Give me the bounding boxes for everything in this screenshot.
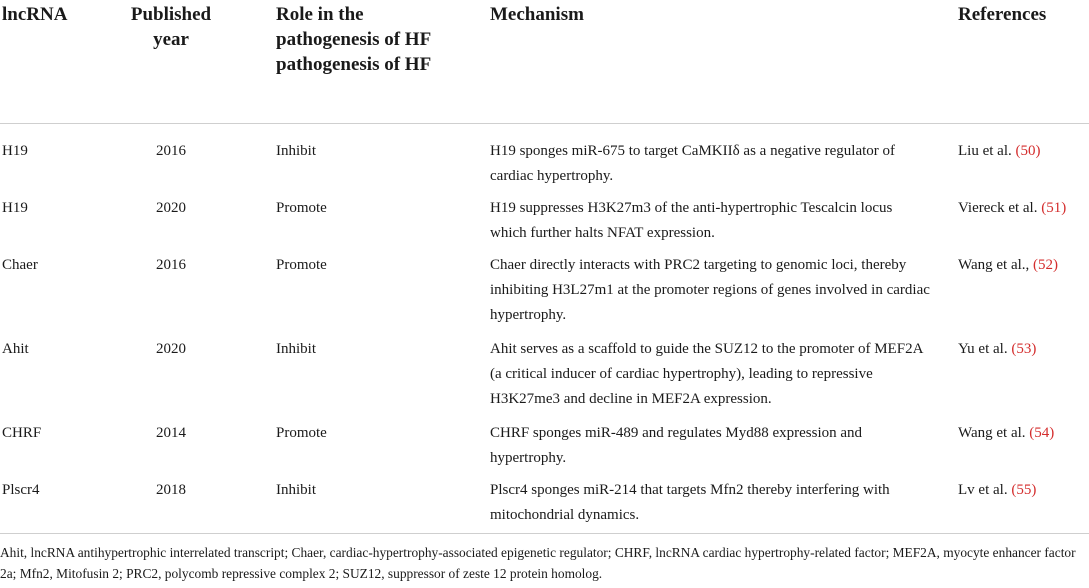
cell-year: 2016 [156,257,186,273]
cell-mechanism: H19 sponges miR-675 to target CaMKIIδ as a negative regulator of cardiac hypertrophy. [490,143,896,184]
header-published-year: Published year [130,4,212,50]
reference-link[interactable]: (55) [1011,482,1037,498]
table-row [0,463,1089,523]
reference-author: Wang et al. [958,425,1026,441]
cell-role: Inhibit [276,341,316,357]
cell-reference [958,196,1088,221]
table-footnote: Ahit, lncRNA antihypertrophic interrelated transcript; Chaer, cardiac-hypertrophy-associated epigenetic regulator; CHRF, lncRNA cardiac hypertrophy-related factor; MEF2A, myocyte enhancer factor 2a; Mfn2, Mitofusin 2; PRC2, polycomb repressive complex 2; SUZ12, suppressor of zeste 12 protein homolog. [0,533,1089,584]
cell-lncrna: H19 [2,200,28,216]
cell-role: Inhibit [276,143,316,159]
cell-reference [958,253,1088,278]
cell-reference [958,421,1088,446]
header-role: Role in the pathogenesis of HF pathogenesis of HF [276,4,432,75]
cell-mechanism: CHRF sponges miR-489 and regulates Myd88 expression and hypertrophy. [490,425,863,466]
cell-lncrna: Chaer [2,257,38,273]
reference-link[interactable]: (52) [1033,257,1059,273]
cell-mechanism: H19 suppresses H3K27m3 of the anti-hypertrophic Tescalcin locus which further halts NFAT expression. [490,200,893,241]
reference-link[interactable]: (51) [1041,200,1067,216]
cell-role: Promote [276,257,327,273]
cell-year: 2020 [156,200,186,216]
table-row [0,181,1089,241]
cell-reference [958,478,1088,503]
cell-year: 2014 [156,425,186,441]
cell-role: Promote [276,200,327,216]
cell-mechanism: Plscr4 sponges miR-214 that targets Mfn2 thereby interfering with mitochondrial dynamics. [490,482,890,523]
cell-year: 2020 [156,341,186,357]
reference-author: Wang et al., [958,257,1030,273]
table-header [0,0,1089,124]
reference-link[interactable]: (53) [1011,341,1037,357]
cell-year: 2016 [156,143,186,159]
cell-role: Promote [276,425,327,441]
cell-reference [958,337,1088,362]
header-lncrna: lncRNA [2,4,68,25]
cell-reference [958,139,1088,164]
reference-author: Liu et al. [958,143,1012,159]
cell-lncrna: CHRF [2,425,42,441]
cell-lncrna: H19 [2,143,28,159]
header-mechanism: Mechanism [490,4,584,25]
reference-author: Viereck et al. [958,200,1038,216]
cell-lncrna: Plscr4 [2,482,40,498]
cell-mechanism: Ahit serves as a scaffold to guide the SUZ12 to the promoter of MEF2A (a critical inducer of cardiac hypertrophy), leading to repressive H3K27me3 and decline in MEF2A expression. [490,341,923,407]
cell-lncrna: Ahit [2,341,29,357]
reference-author: Yu et al. [958,341,1008,357]
table-row [0,238,1089,322]
reference-author: Lv et al. [958,482,1008,498]
table-row [0,406,1089,466]
table-row [0,322,1089,406]
reference-link[interactable]: (54) [1029,425,1055,441]
header-references: References [958,4,1047,25]
table-row [0,124,1089,184]
reference-link[interactable]: (50) [1015,143,1041,159]
cell-year: 2018 [156,482,186,498]
cell-mechanism: Chaer directly interacts with PRC2 targeting to genomic loci, thereby inhibiting H3L27m1 at the promoter regions of genes involved in cardiac hypertrophy. [490,257,930,323]
cell-role: Inhibit [276,482,316,498]
